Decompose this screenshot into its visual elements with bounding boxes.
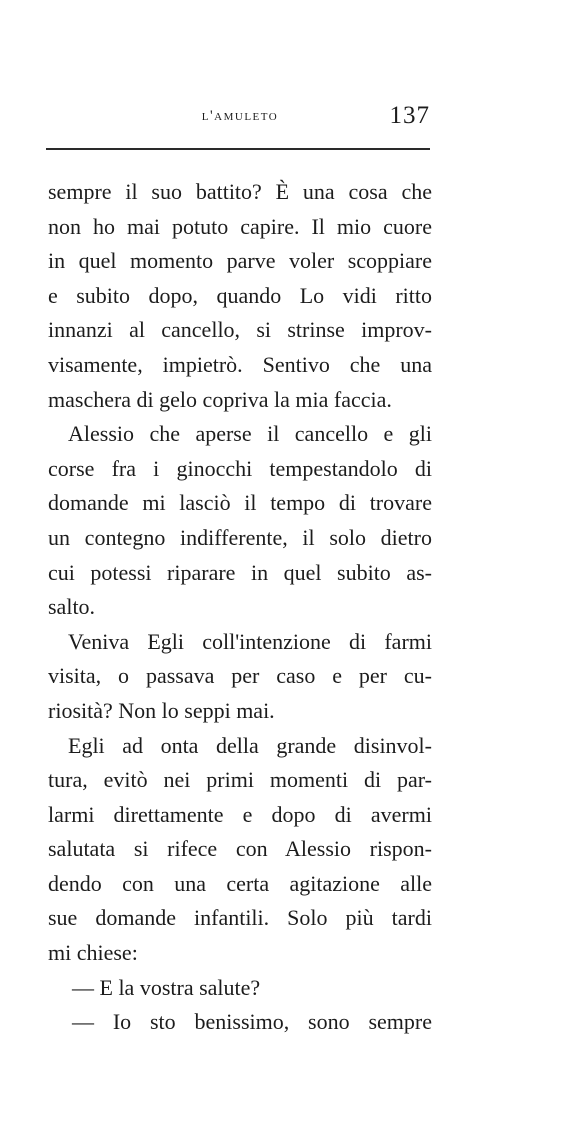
text-line: e subito dopo, quando Lo vidi ritto: [48, 282, 432, 308]
dialogue-line: — E la vostra salute?: [72, 974, 261, 1000]
text-line: salto.: [48, 594, 96, 620]
text-line: Alessio che aperse il cancello e gli: [68, 421, 432, 447]
header-rule: [46, 148, 430, 150]
text-line: riosità? Non lo seppi mai.: [48, 697, 275, 723]
text-line: non ho mai potuto capire. Il mio cuore: [48, 213, 432, 239]
text-line: dendo con una certa agitazione alle: [48, 870, 432, 896]
running-head: [48, 100, 432, 136]
text-line: Veniva Egli coll'intenzione di farmi: [68, 628, 432, 654]
text-line: tura, evitò nei primi momenti di par-: [48, 767, 432, 793]
text-line: Egli ad onta della grande disinvol-: [68, 732, 432, 758]
text-line: sempre il suo battito? È una cosa che: [48, 179, 432, 204]
body-text: [48, 175, 432, 1040]
text-line: visamente, impietrò. Sentivo che una: [48, 351, 432, 377]
text-line: salutata si rifece con Alessio rispon-: [48, 836, 432, 862]
dialogue-line: — Io sto benissimo, sono sempre: [72, 1009, 432, 1035]
text-line: in quel momento parve voler scoppiare: [48, 248, 432, 274]
text-line: cui potessi riparare in quel subito as-: [48, 559, 432, 585]
text-line: mi chiese:: [48, 940, 138, 966]
text-line: visita, o passava per caso e per cu-: [48, 663, 432, 689]
page-number: 137: [389, 102, 430, 129]
text-line: larmi direttamente e dopo di avermi: [48, 801, 432, 827]
text-line: un contegno indifferente, il solo dietro: [48, 524, 432, 550]
text-line: innanzi al cancello, si strinse improv-: [48, 317, 432, 343]
text-line: corse fra i ginocchi tempestandolo di: [48, 455, 432, 481]
text-line: domande mi lasciò il tempo di trovare: [48, 490, 432, 516]
running-title: l'amuleto: [201, 108, 279, 124]
text-line: sue domande infantili. Solo più tardi: [48, 905, 432, 931]
text-line: maschera di gelo copriva la mia faccia.: [48, 386, 392, 412]
